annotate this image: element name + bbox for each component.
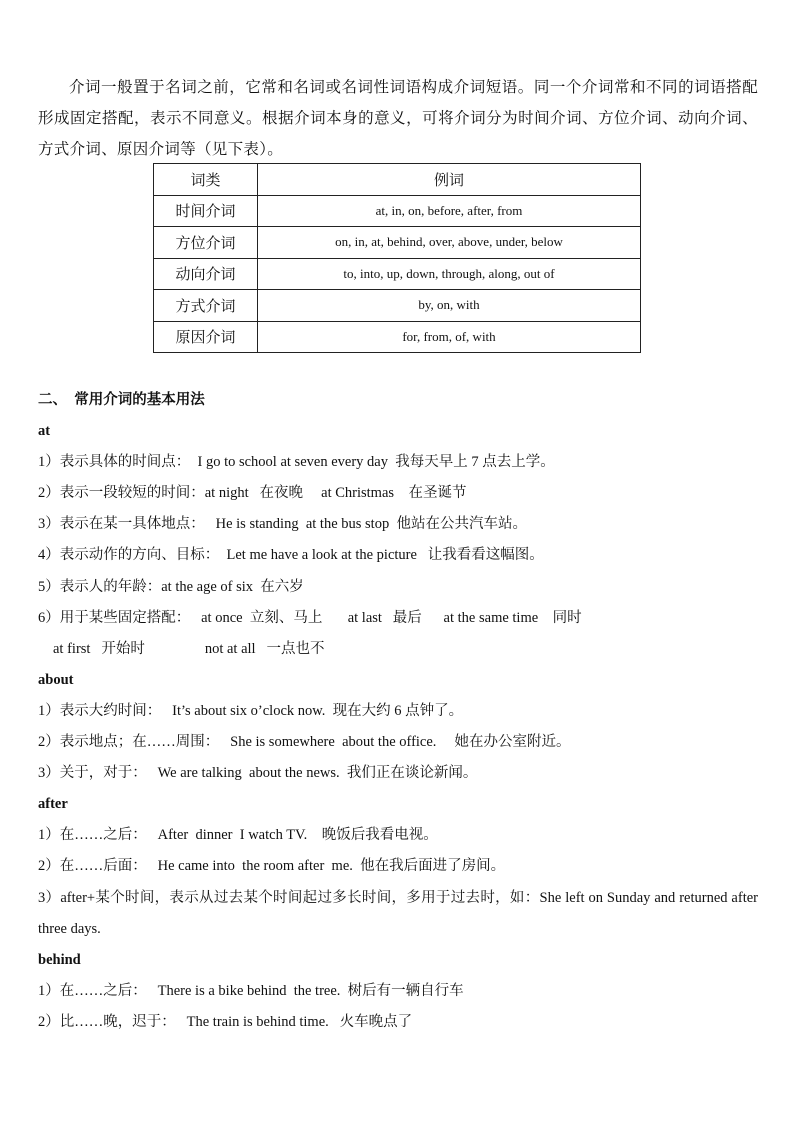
word-heading-at: at — [38, 423, 51, 440]
preposition-category-table — [153, 163, 641, 353]
table-cell-examples: to, into, up, down, through, along, out of — [258, 258, 641, 290]
intro-paragraph: 介词一般置于名词之前，它常和名词或名词性词语构成介词短语。同一个介词常和不同的词语搭配形成固定搭配，表示不同意义。根据介词本身的意义，可将介词分为时间介词、方位介词、动向介词、方式介词、原因介词等（见下表）。 — [38, 79, 758, 158]
table-cell-examples: on, in, at, behind, over, above, under, below — [258, 227, 641, 259]
word-heading-behind: behind — [38, 951, 81, 968]
usage-section — [38, 385, 758, 1038]
usage-line: 2）表示一段较短的时间：at night 在夜晚 at Christmas 在圣诞节 — [38, 485, 467, 502]
table-row — [154, 195, 641, 227]
phrase-not-at-all: not at all 一点也不 — [204, 640, 325, 657]
table-header-row — [154, 164, 641, 196]
usage-line: 4）表示动作的方向、目标： Let me have a look at the picture 让我看看这幅图。 — [38, 547, 544, 564]
table-row — [154, 258, 641, 290]
phrase-at-first: at first 开始时 — [53, 640, 145, 657]
usage-line: 2）表示地点；在……周围： She is somewhere about the office. 她在办公室附近。 — [38, 734, 571, 751]
table-row — [154, 321, 641, 353]
table-cell-type: 动向介词 — [154, 258, 258, 290]
table-cell-type: 方式介词 — [154, 290, 258, 322]
table-row — [154, 290, 641, 322]
table-row — [154, 227, 641, 259]
table-cell-examples: for, from, of, with — [258, 321, 641, 353]
word-heading-after: after — [38, 796, 68, 813]
usage-line-continued — [38, 634, 758, 665]
table-cell-type: 原因介词 — [154, 321, 258, 353]
table-cell-type: 时间介词 — [154, 195, 258, 227]
usage-line: 6）用于某些固定搭配： at once 立刻、马上 at last 最后 at the same time 同时 — [38, 609, 582, 626]
usage-line: 2）在……后面： He came into the room after me. 他在我后面进了房间。 — [38, 858, 506, 875]
word-heading-about: about — [38, 671, 74, 688]
table-cell-examples: by, on, with — [258, 290, 641, 322]
usage-line: 1）在……之后： After dinner I watch TV. 晚饭后我看电视。 — [38, 827, 438, 844]
table-header-type: 词类 — [154, 164, 258, 196]
usage-line: 2）比……晚，迟于： The train is behind time. 火车晚点了 — [38, 1013, 413, 1030]
usage-line: 3）关于，对于： We are talking about the news. 我们正在谈论新闻。 — [38, 765, 478, 782]
usage-line: 3）after+某个时间，表示从过去某个时间起过多长时间，多用于过去时，如：She left on Sunday and returned after three days. — [38, 889, 758, 937]
usage-line: 5）表示人的年龄：at the age of six 在六岁 — [38, 578, 304, 595]
table-cell-type: 方位介词 — [154, 227, 258, 259]
section-title: 二、 常用介词的基本用法 — [38, 392, 205, 408]
usage-line: 1）表示大约时间： It’s about six o’clock now. 现在大约 6 点钟了。 — [38, 702, 464, 719]
table-header-examples: 例词 — [258, 164, 641, 196]
usage-line: 1）在……之后： There is a bike behind the tree. 树后有一辆自行车 — [38, 982, 464, 999]
table-cell-examples: at, in, on, before, after, from — [258, 195, 641, 227]
usage-line: 1）表示具体的时间点： I go to school at seven every day 我每天早上 7 点去上学。 — [38, 454, 555, 471]
usage-line: 3）表示在某一具体地点： He is standing at the bus stop 他站在公共汽车站。 — [38, 516, 527, 533]
